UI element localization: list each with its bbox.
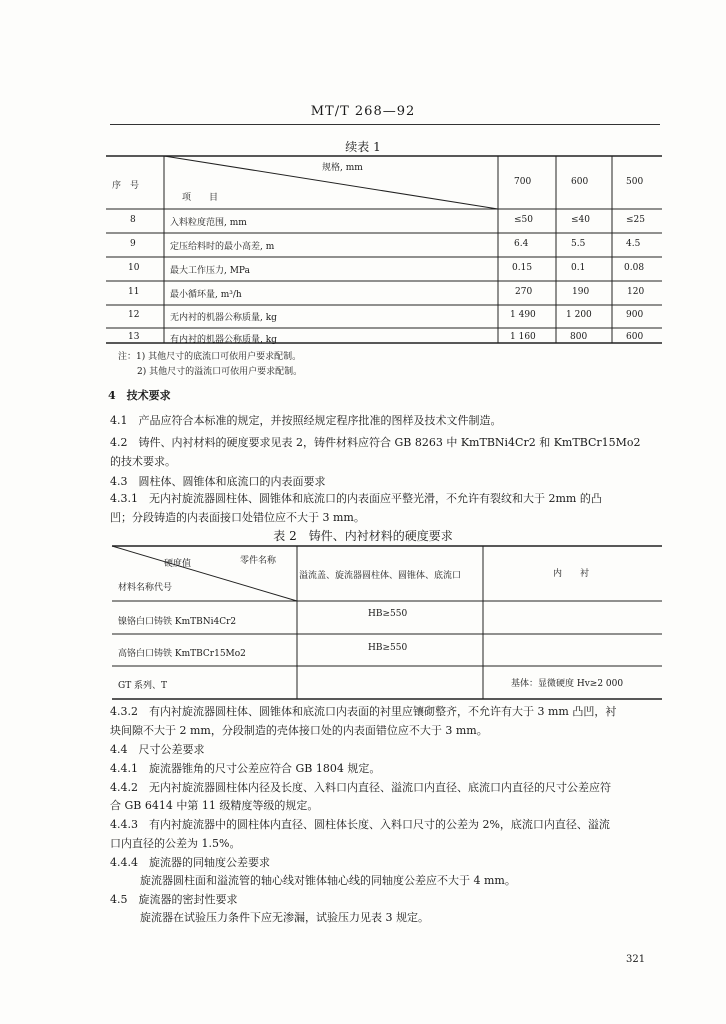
table1-note: 注：1) 其他尺寸的底流口可依用户要求配制。: [118, 352, 302, 362]
col1-value: HB≥550: [368, 643, 408, 653]
standard-code-header: MT/T 268—92: [310, 104, 416, 119]
row-value: ≤50: [514, 215, 533, 225]
paragraph: 4.3.1 无内衬旋流器圆柱体、圆锥体和底流口的内表面应平整光滑，不允许有裂纹和大于 2mm 的凸: [110, 492, 602, 505]
paragraph: 块间隙不大于 2 mm，分段制造的壳体接口处的内表面错位应不大于 3 mm。: [110, 724, 488, 737]
table2-hardness-label: 硬度值: [164, 559, 192, 569]
row-value: 6.4: [514, 239, 529, 249]
row-item: 最大工作压力, MPa: [170, 266, 250, 276]
row-value: 600: [626, 332, 644, 342]
table1-no-label: 序 号: [112, 181, 140, 191]
size-header: 700: [514, 177, 532, 187]
row-value: 120: [627, 287, 645, 297]
row-value: 900: [626, 310, 644, 320]
col2-value: 基体：显微硬度 Hv≥2 000: [511, 679, 624, 689]
row-no: 11: [128, 287, 140, 297]
paragraph: 4.4.4 旋流器的同轴度公差要求: [110, 856, 270, 869]
material-name: 镍铬白口铸铁 KmTBNi4Cr2: [118, 617, 237, 627]
row-no: 10: [128, 263, 140, 273]
col1-value: HB≥550: [368, 609, 408, 619]
row-value: 190: [572, 287, 590, 297]
row-value: 270: [515, 287, 533, 297]
row-no: 9: [130, 239, 136, 249]
row-item: 有内衬的机器公称质量, kg: [170, 335, 277, 345]
row-no: 13: [128, 332, 140, 342]
row-value: 1 160: [510, 332, 536, 342]
paragraph: 的技术要求。: [110, 455, 176, 468]
section-heading: 4 技术要求: [108, 389, 171, 402]
table2-caption: 表 2 铸件、内衬材料的硬度要求: [273, 529, 453, 543]
paragraph: 4.5 旋流器的密封性要求: [110, 893, 238, 906]
row-value: 5.5: [571, 239, 586, 249]
paragraph: 4.4 尺寸公差要求: [110, 743, 205, 756]
table2-part-label: 零件名称: [240, 556, 277, 566]
row-value: ≤25: [626, 215, 645, 225]
paragraph: 4.4.2 无内衬旋流器圆柱体内径及长度、入料口内直径、溢流口内直径、底流口内直径的尺寸公差应符: [110, 781, 611, 794]
table1-caption: 续表 1: [345, 140, 381, 154]
material-name: GT 系列、T: [118, 681, 168, 691]
paragraph: 4.3.2 有内衬旋流器圆柱体、圆锥体和底流口内表面的衬里应镶砌整齐，不允许有大于 3 mm 凸凹，衬: [110, 705, 617, 718]
size-header: 600: [571, 177, 589, 187]
row-value: 800: [570, 332, 588, 342]
table1-item-label: 项 目: [182, 193, 219, 203]
paragraph: 4.2 铸件、内衬材料的硬度要求见表 2，铸件材料应符合 GB 8263 中 KmTBNi4Cr2 和 KmTBCr15Mo2: [110, 436, 641, 449]
table2-col1-header: 溢流盖、旋流器圆柱体、圆锥体、底流口: [299, 571, 462, 581]
row-no: 8: [130, 215, 136, 225]
row-value: 0.08: [624, 263, 645, 273]
paragraph: 4.3 圆柱体、圆锥体和底流口的内表面要求: [110, 475, 326, 488]
paragraph: 4.4.3 有内衬旋流器中的圆柱体内直径、圆柱体长度、入料口尺寸的公差为 2%，底流口内直径、溢流: [110, 818, 610, 831]
paragraph: 口内直径的公差为 1.5%。: [110, 837, 241, 850]
paragraph: 旋流器在试验压力条件下应无渗漏，试验压力见表 3 规定。: [140, 911, 429, 924]
row-value: 1 200: [566, 310, 592, 320]
row-value: 0.1: [571, 263, 586, 273]
paragraph: 合 GB 6414 中第 11 级精度等级的规定。: [110, 799, 319, 812]
paragraph: 凹；分段铸造的内表面接口处错位应不大于 3 mm。: [110, 511, 365, 524]
row-value: 1 490: [510, 310, 536, 320]
table2-col2-header: 内 衬: [553, 569, 590, 579]
table1-spec-label: 规格, mm: [322, 163, 363, 173]
material-name: 高铬白口铸铁 KmTBCr15Mo2: [118, 649, 246, 659]
size-header: 500: [626, 177, 644, 187]
row-value: ≤40: [571, 215, 590, 225]
table2-material-label: 材料名称代号: [118, 583, 173, 593]
paragraph: 4.1 产品应符合本标准的规定，并按照经规定程序批准的图样及技术文件制造。: [110, 414, 502, 427]
row-no: 12: [128, 310, 140, 320]
row-item: 无内衬的机器公称质量, kg: [170, 313, 277, 323]
table1-note: 2) 其他尺寸的溢流口可依用户要求配制。: [137, 367, 303, 377]
row-value: 4.5: [626, 239, 641, 249]
page-number: 321: [626, 954, 646, 965]
row-value: 0.15: [512, 263, 533, 273]
paragraph: 4.4.1 旋流器锥角的尺寸公差应符合 GB 1804 规定。: [110, 762, 381, 775]
row-item: 入料粒度范围, mm: [170, 218, 247, 228]
row-item: 最小循环量, m³/h: [170, 290, 242, 300]
paragraph: 旋流器圆柱面和溢流管的轴心线对锥体轴心线的同轴度公差应不大于 4 mm。: [140, 874, 516, 887]
row-item: 定压给料时的最小高差, m: [170, 242, 275, 252]
